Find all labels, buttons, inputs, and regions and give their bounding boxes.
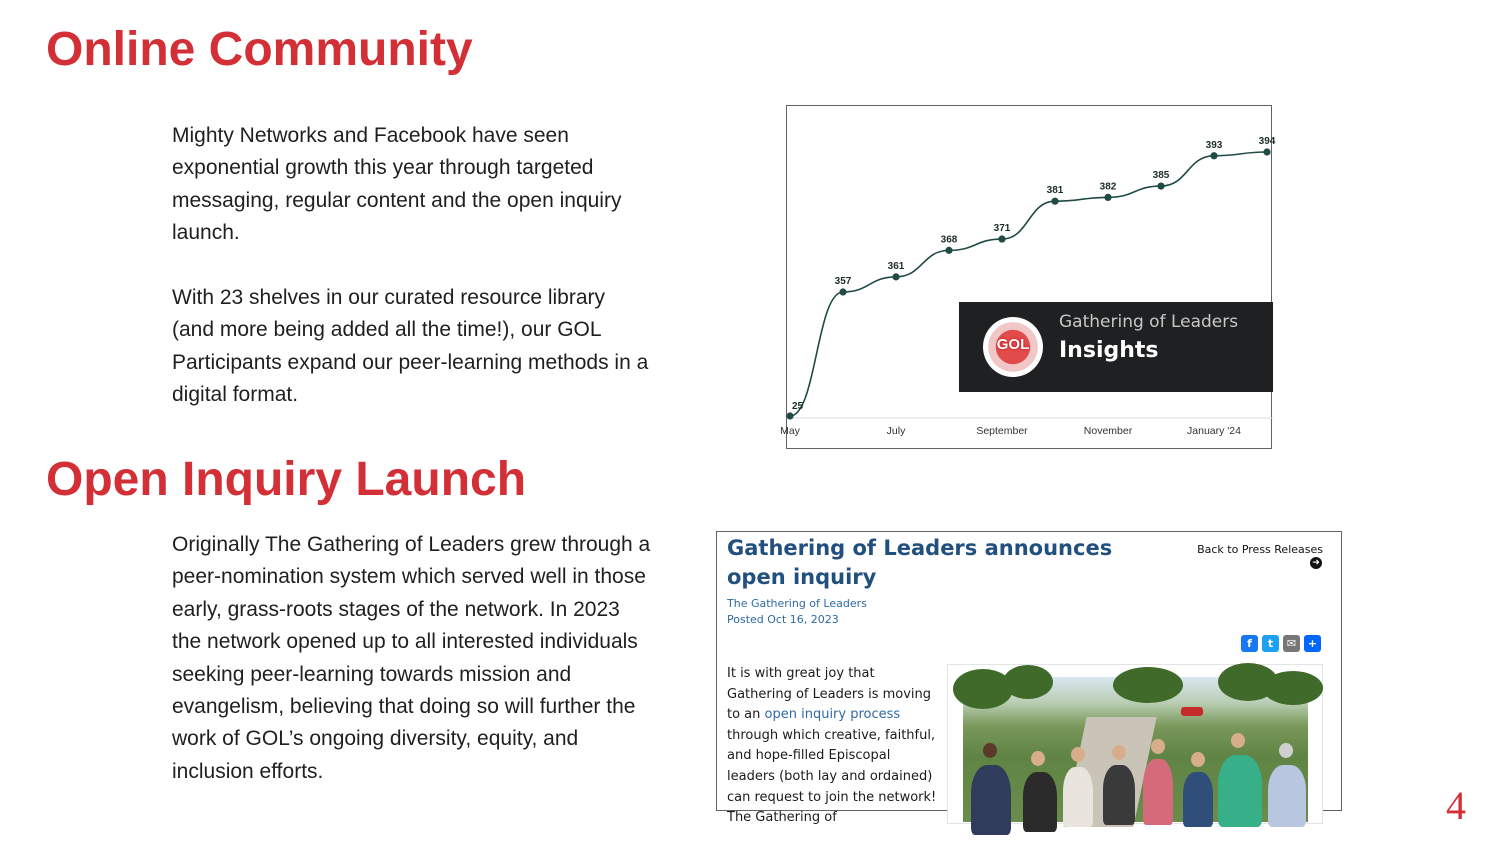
growth-line-chart (780, 106, 1276, 450)
gol-logo-text: GOL (996, 336, 1030, 353)
data-point (1263, 148, 1270, 155)
data-label: 361 (887, 260, 905, 272)
insights-overlay (959, 302, 1273, 392)
share-icon[interactable]: + (1304, 635, 1321, 652)
x-tick-label: January '24 (1187, 425, 1241, 437)
press-date: Posted Oct 16, 2023 (727, 613, 839, 626)
data-point (1104, 194, 1111, 201)
data-point (945, 247, 952, 254)
press-photo-frame (947, 664, 1323, 824)
data-point (1157, 182, 1164, 189)
slide-title-open-inquiry: Open Inquiry Launch (46, 453, 527, 506)
online-community-paragraph-1: Mighty Networks and Facebook have seen exponential growth this year through targeted messaging, regular content and the open inquiry launch. (172, 124, 622, 245)
data-label: 385 (1152, 170, 1170, 182)
x-tick-label: May (780, 425, 800, 437)
data-label: 381 (1046, 185, 1064, 197)
data-point (892, 273, 899, 280)
press-body-text (727, 664, 941, 829)
facebook-icon[interactable]: f (1241, 635, 1258, 652)
press-body-after: through which creative, faithful, and hope-filled Episcopal leaders (both lay and ordained) can request to join the network! The Gathering of (727, 727, 937, 826)
x-tick-label: November (1083, 425, 1133, 437)
growth-chart-screenshot (780, 105, 1276, 449)
back-to-press-releases-link[interactable]: Back to Press Releases (1197, 543, 1323, 556)
data-label: 394 (1258, 136, 1276, 147)
open-inquiry-process-link[interactable]: open inquiry process (764, 707, 901, 723)
press-release-screenshot (716, 531, 1342, 826)
data-label: 368 (940, 234, 958, 246)
insights-org-name: Gathering of Leaders (1059, 312, 1239, 332)
data-point (1210, 152, 1217, 159)
twitter-icon[interactable]: t (1262, 635, 1279, 652)
share-buttons (1237, 635, 1321, 652)
data-point (786, 412, 793, 419)
data-point (1051, 198, 1058, 205)
data-label: 25 (792, 401, 804, 412)
group-photo (963, 677, 1308, 822)
data-point (998, 235, 1005, 242)
press-headline[interactable]: Gathering of Leaders announces open inquiry (727, 536, 1113, 589)
arrow-right-circle-icon[interactable]: ➜ (1310, 557, 1322, 569)
page-number: 4 (1446, 783, 1466, 828)
data-label: 357 (834, 276, 852, 287)
press-body-before: It is with great joy that Gathering of Leaders is moving to an (727, 666, 932, 723)
data-label: 371 (993, 223, 1011, 235)
x-tick-label: July (886, 425, 906, 437)
data-label: 393 (1205, 139, 1223, 151)
data-point (839, 288, 846, 295)
insights-title: Insights (1059, 338, 1159, 363)
slide-title-online-community: Online Community (46, 23, 473, 76)
x-tick-label: September (976, 425, 1028, 437)
open-inquiry-paragraph: Originally The Gathering of Leaders grew through a peer-nomination system which served well in those early, grass-roots stages of the network. In 2023 the network opened up to all interested individuals seeking peer-learning towards mission and evangelism, believing that doing so will further the work of GOL’s ongoing diversity, equity, and inclusion efforts. (172, 533, 651, 783)
gol-logo-icon (983, 317, 1043, 377)
online-community-paragraph-2: With 23 shelves in our curated resource library (and more being added all the time!), our GOL Participants expand our peer-learning methods in a digital format. (172, 286, 649, 407)
data-label: 382 (1099, 181, 1117, 193)
email-icon[interactable]: ✉ (1283, 635, 1300, 652)
press-author[interactable]: The Gathering of Leaders (727, 597, 867, 610)
